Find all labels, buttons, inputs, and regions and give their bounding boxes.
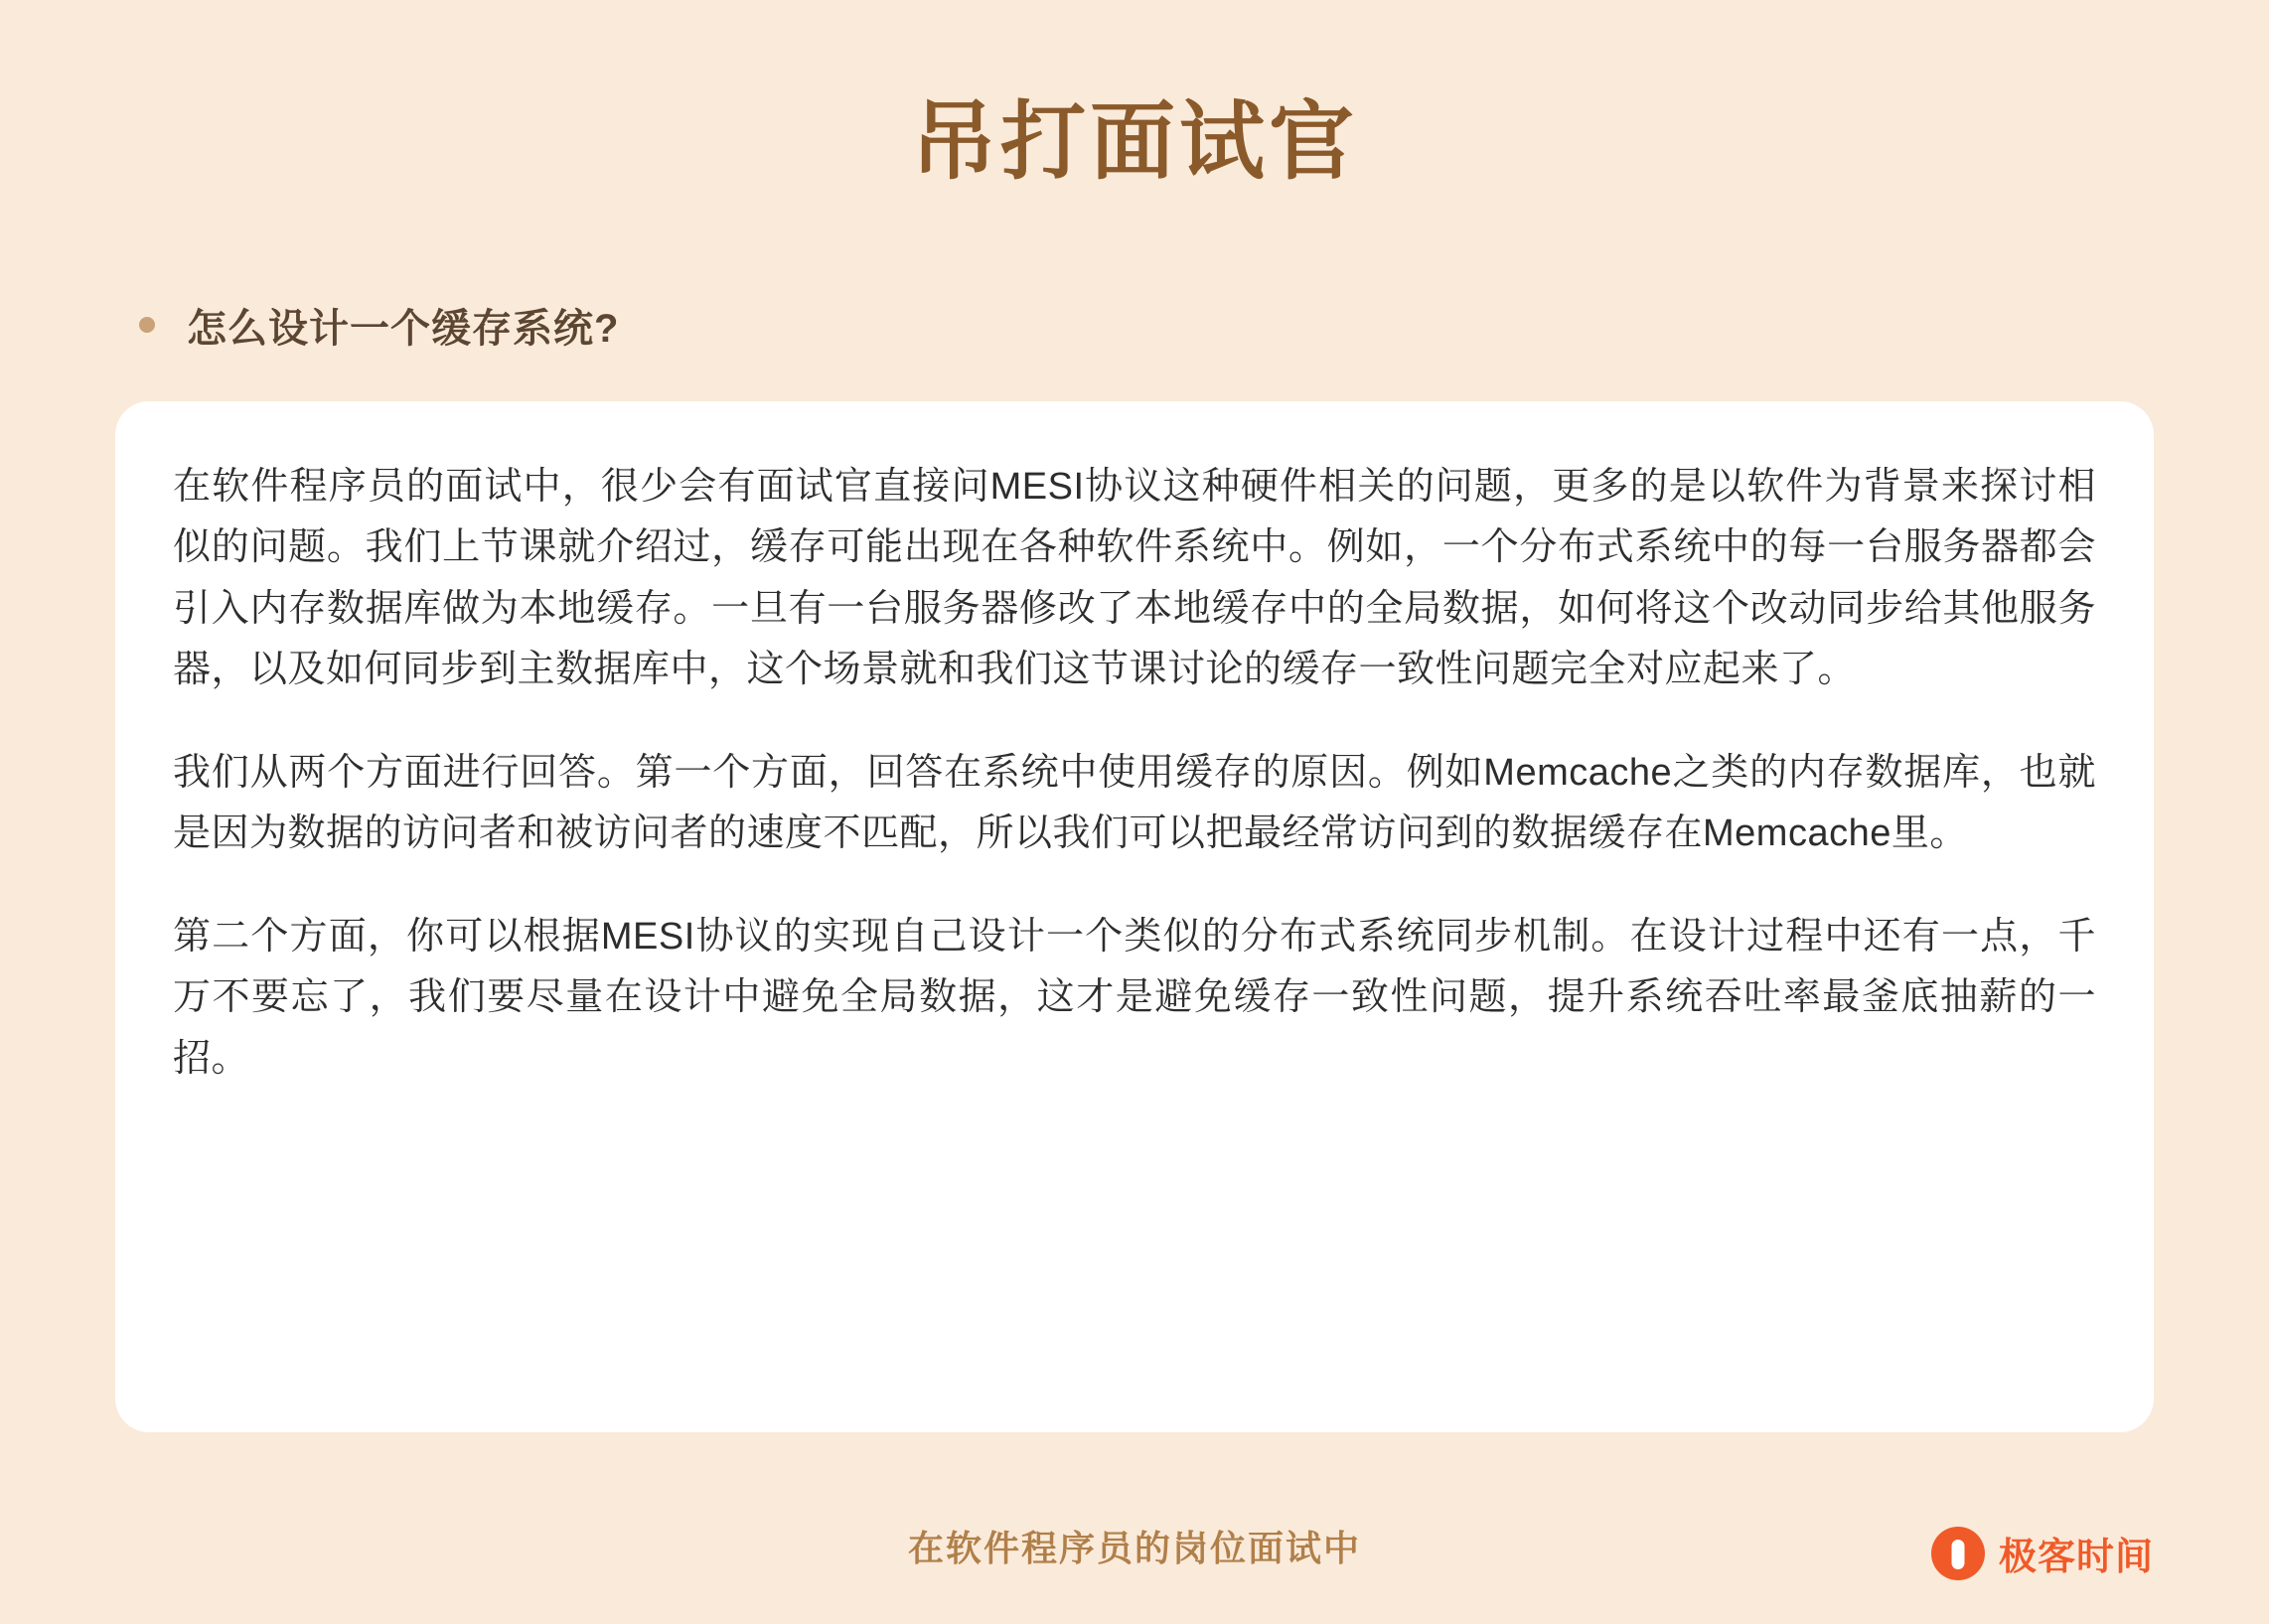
answer-paragraph-3: 第二个方面，你可以根据MESI协议的实现自己设计一个类似的分布式系统同步机制。在设计过程中还有一点，千万不要忘了，我们要尽量在设计中避免全局数据，这才是避免缓存一致性问题，提升系统吞吐率最釜底抽薪的一招。 [173, 915, 2096, 1080]
page-title: 吊打面试官 [911, 94, 1358, 190]
question-bullet [139, 297, 2269, 354]
answer-card [115, 401, 2154, 1432]
footer [0, 1511, 2269, 1580]
bullet-dot-icon [139, 317, 155, 333]
brand-name: 极客时间 [1998, 1537, 2154, 1578]
footer-caption: 在软件程序员的岗位面试中 [907, 1527, 1361, 1568]
answer-paragraph-1: 在软件程序员的面试中，很少会有面试官直接问MESI协议这种硬件相关的问题，更多的是以软件为背景来探讨相似的问题。我们上节课就介绍过，缓存可能出现在各种软件系统中。例如，一个分布式系统中的每一台服务器都会引入内存数据库做为本地缓存。一旦有一台服务器修改了本地缓存中的全局数据，如何将这个改动同步给其他服务器，以及如何同步到主数据库中，这个场景就和我们这节课讨论的缓存一致性问题完全对应起来了。 [173, 465, 2096, 691]
answer-paragraph-2: 我们从两个方面进行回答。第一个方面，回答在系统中使用缓存的原因。例如Memcache之类的内存数据库，也就是因为数据的访问者和被访问者的速度不匹配，所以我们可以把最经常访问到的数据缓存在Memcache里。 [173, 751, 2096, 855]
question-text: 怎么设计一个缓存系统? [187, 306, 620, 351]
brand-logo [1931, 1526, 2154, 1580]
geekbang-circle-icon [1931, 1527, 1985, 1580]
